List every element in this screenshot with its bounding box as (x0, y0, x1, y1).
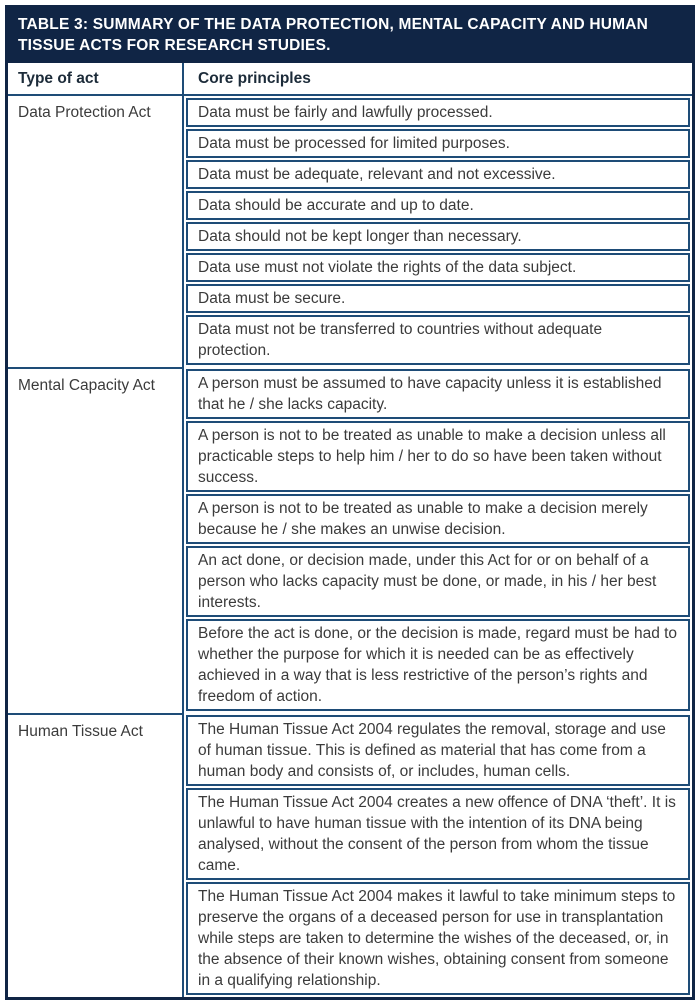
principle-cell: The Human Tissue Act 2004 creates a new offence of DNA ‘theft’. It is unlawful to have human tissue with the intention of its DNA being analysed, without the consent of the person from whom the tissue came. (186, 788, 690, 880)
column-header-row (8, 63, 692, 96)
column-header-core-principles: Core principles (198, 70, 311, 87)
principle-cell: The Human Tissue Act 2004 regulates the removal, storage and use of human tissue. This is defined as material that has come from a human body and consists of, or includes, human cells. (186, 715, 690, 786)
act-group-data-protection (8, 96, 692, 367)
principle-cell: A person is not to be treated as unable to make a decision merely because he / she makes an unwise decision. (186, 494, 690, 544)
principle-cell: An act done, or decision made, under this Act for or on behalf of a person who lacks capacity must be done, or made, in his / her best interests. (186, 546, 690, 617)
act-name-data-protection: Data Protection Act (8, 96, 184, 367)
principle-cell: The Human Tissue Act 2004 makes it lawful to take minimum steps to preserve the organs of a deceased person for use in transplantation while steps are taken to determine the wishes of the deceased, or, in the absence of their known wishes, obtaining consent from someone in a qualifying relationship. (186, 882, 690, 995)
principle-cell: Data must be secure. (186, 284, 690, 313)
principles-list (184, 367, 692, 713)
principle-cell: Data use must not violate the rights of the data subject. (186, 253, 690, 282)
act-name-mental-capacity: Mental Capacity Act (8, 367, 184, 713)
principle-cell: A person is not to be treated as unable to make a decision unless all practicable steps to help him / her to do so have been taken without success. (186, 421, 690, 492)
principles-list (184, 96, 692, 367)
principle-cell: Data must not be transferred to countries without adequate protection. (186, 315, 690, 365)
principle-cell: Data should not be kept longer than necessary. (186, 222, 690, 251)
act-group-mental-capacity (8, 367, 692, 713)
principle-cell: Data should be accurate and up to date. (186, 191, 690, 220)
summary-table (5, 5, 695, 1000)
table-title: TABLE 3: SUMMARY OF THE DATA PROTECTION, MENTAL CAPACITY AND HUMAN TISSUE ACTS FOR RESEARCH STUDIES. (8, 8, 692, 63)
act-group-human-tissue (8, 713, 692, 997)
principle-cell: Data must be processed for limited purposes. (186, 129, 690, 158)
principle-cell: Before the act is done, or the decision is made, regard must be had to whether the purpose for which it is needed can be as effectively achieved in a way that is less restrictive of the person’s rights and freedom of action. (186, 619, 690, 711)
principle-cell: A person must be assumed to have capacity unless it is established that he / she lacks capacity. (186, 369, 690, 419)
principles-list (184, 713, 692, 997)
column-header-type-of-act: Type of act (8, 63, 184, 94)
principle-cell: Data must be adequate, relevant and not excessive. (186, 160, 690, 189)
principle-cell: Data must be fairly and lawfully processed. (186, 98, 690, 127)
act-name-human-tissue: Human Tissue Act (8, 713, 184, 997)
